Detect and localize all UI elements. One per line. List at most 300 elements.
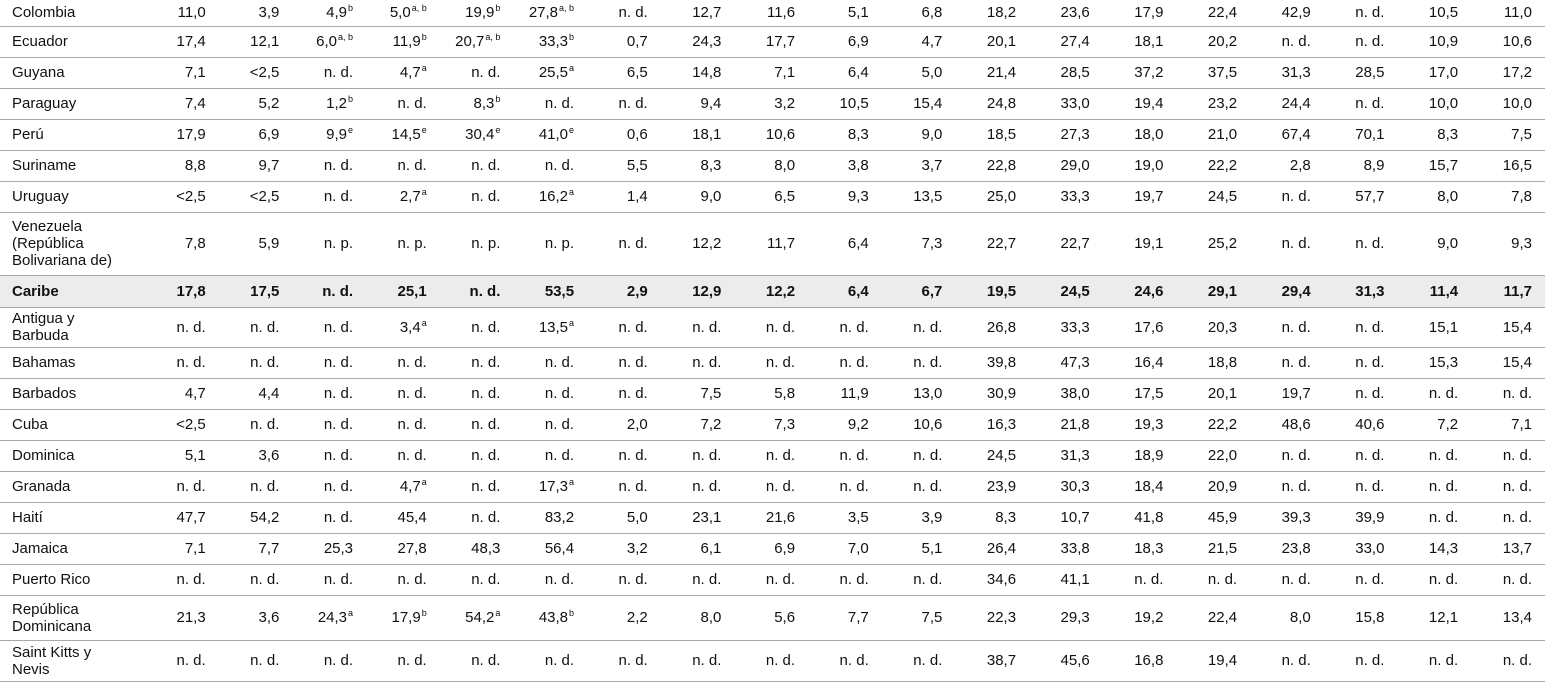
cell-value: n. d. — [1502, 652, 1532, 669]
cell-value: 8,0 — [1289, 609, 1311, 626]
cell-value: n. d. — [1281, 188, 1311, 205]
data-cell — [513, 0, 587, 26]
table-row — [0, 533, 1545, 564]
data-cell — [734, 119, 808, 150]
data-cell — [1176, 150, 1250, 181]
cell-value: <2,5 — [176, 416, 206, 433]
data-cell — [661, 150, 735, 181]
data-cell — [1471, 150, 1545, 181]
data-cell — [1397, 533, 1471, 564]
data-cell — [145, 275, 219, 307]
data-cell — [1397, 26, 1471, 57]
cell-value: 12,2 — [765, 282, 796, 300]
data-cell — [366, 0, 440, 26]
cell-value: n. d. — [1428, 509, 1459, 526]
cell-value: 20,3 — [1207, 318, 1238, 336]
table-row — [0, 57, 1545, 88]
cell-value: 18,5 — [986, 126, 1017, 143]
cell-value: 21,0 — [1207, 126, 1238, 143]
cell-value: 4,7 — [184, 385, 206, 402]
data-cell — [882, 440, 956, 471]
cell-value: n. d. — [397, 447, 427, 464]
cell-value: 5,9 — [258, 235, 280, 252]
data-cell — [587, 150, 661, 181]
data-cell — [1324, 533, 1398, 564]
cell-value: 7,2 — [1437, 416, 1459, 433]
data-cell — [292, 471, 366, 502]
data-cell — [1103, 409, 1177, 440]
cell-value: n. d. — [322, 282, 354, 300]
cell-value: n. d. — [618, 318, 648, 336]
cell-value: n. d. — [1428, 478, 1459, 495]
data-cell — [661, 502, 735, 533]
data-cell — [1103, 533, 1177, 564]
data-cell — [292, 275, 366, 307]
data-cell — [219, 26, 293, 57]
data-cell — [292, 440, 366, 471]
table-row — [0, 347, 1545, 378]
cell-value: n. d. — [323, 354, 354, 371]
data-cell — [587, 275, 661, 307]
data-cell — [1471, 26, 1545, 57]
cell-value: 5,6 — [774, 609, 796, 626]
cell-value: 7,5 — [700, 385, 722, 402]
cell-value: 45,6 — [1060, 652, 1090, 669]
cell-value: 31,3 — [1060, 447, 1090, 464]
table-row — [0, 502, 1545, 533]
footnote-marker: b — [348, 3, 354, 14]
data-cell — [219, 471, 293, 502]
cell-value: 9,7 — [258, 157, 280, 174]
data-cell — [145, 378, 219, 409]
cell-value: 20,1 — [986, 33, 1017, 50]
cell-value: 70,1 — [1355, 126, 1385, 143]
data-cell — [955, 595, 1029, 640]
data-cell — [1029, 347, 1103, 378]
cell-value: 48,3 — [471, 540, 501, 557]
cell-value: 5,0 — [389, 4, 411, 22]
data-cell — [219, 440, 293, 471]
cell-value: 33,3 — [1060, 318, 1090, 336]
cell-value: 13,5 — [538, 318, 569, 336]
data-cell — [1471, 307, 1545, 347]
data-cell — [882, 471, 956, 502]
data-cell — [882, 307, 956, 347]
data-cell — [1324, 595, 1398, 640]
data-cell — [1103, 0, 1177, 26]
country-name: Perú — [0, 119, 145, 150]
data-cell — [1103, 150, 1177, 181]
data-cell — [882, 533, 956, 564]
cell-value: n. d. — [544, 385, 575, 402]
data-cell — [513, 275, 587, 307]
data-cell — [587, 471, 661, 502]
cell-value: n. d. — [692, 571, 722, 588]
footnote-marker: b — [348, 94, 354, 104]
footnote-marker: b — [495, 3, 501, 14]
data-cell — [1029, 26, 1103, 57]
cell-value: 25,1 — [397, 282, 427, 300]
table-row — [0, 640, 1545, 681]
data-cell — [955, 88, 1029, 119]
cell-value: n. d. — [765, 478, 796, 495]
cell-value: 24,6 — [1134, 282, 1164, 300]
cell-value: n. d. — [176, 571, 206, 588]
footnote-marker: a — [495, 608, 501, 618]
cell-value: 19,4 — [1134, 95, 1164, 112]
data-cell — [661, 212, 735, 275]
cell-value: 15,7 — [1428, 157, 1459, 174]
cell-value: 15,4 — [913, 95, 943, 112]
cell-value: 10,6 — [1502, 33, 1532, 50]
data-cell — [734, 440, 808, 471]
data-cell — [1029, 57, 1103, 88]
data-cell — [661, 533, 735, 564]
data-cell — [292, 307, 366, 347]
data-cell — [1176, 471, 1250, 502]
cell-value: 5,8 — [774, 385, 796, 402]
cell-value: n. d. — [471, 188, 501, 205]
data-cell — [292, 119, 366, 150]
data-cell — [1397, 119, 1471, 150]
cell-value: 3,4 — [399, 318, 421, 336]
data-cell — [145, 564, 219, 595]
cell-value: n. d. — [618, 447, 648, 464]
data-cell — [1250, 409, 1324, 440]
data-cell — [1471, 347, 1545, 378]
cell-value: 2,9 — [626, 282, 648, 300]
cell-value: n. d. — [469, 282, 501, 300]
cell-value: 20,7 — [455, 33, 485, 50]
data-cell — [219, 502, 293, 533]
data-cell — [440, 640, 514, 681]
cell-value: 29,4 — [1281, 282, 1311, 300]
data-cell — [1471, 0, 1545, 26]
cell-value: <2,5 — [249, 188, 280, 205]
cell-value: 11,0 — [177, 4, 206, 22]
cell-value: 12,9 — [692, 282, 722, 300]
cell-value: 18,0 — [1134, 126, 1164, 143]
data-cell — [734, 57, 808, 88]
cell-value: n. d. — [1281, 447, 1311, 464]
data-cell — [440, 502, 514, 533]
cell-value: n. d. — [323, 478, 354, 495]
cell-value: 18,1 — [692, 126, 722, 143]
data-cell — [1176, 347, 1250, 378]
cell-value: 47,3 — [1060, 354, 1090, 371]
cell-value: 6,9 — [774, 540, 796, 557]
data-cell — [734, 595, 808, 640]
data-cell — [661, 181, 735, 212]
data-cell — [1250, 150, 1324, 181]
data-cell — [808, 640, 882, 681]
cell-value: 3,7 — [921, 157, 943, 174]
data-cell — [440, 57, 514, 88]
cell-value: 7,1 — [184, 64, 206, 81]
cell-value: 8,0 — [700, 609, 722, 626]
cell-value: 1,4 — [626, 188, 648, 205]
data-cell — [734, 347, 808, 378]
data-cell — [1471, 119, 1545, 150]
data-cell — [440, 88, 514, 119]
cell-value: 9,0 — [921, 126, 943, 143]
table-row — [0, 119, 1545, 150]
data-cell — [440, 0, 514, 26]
data-cell — [808, 471, 882, 502]
country-name: Dominica — [0, 440, 145, 471]
data-cell — [1029, 440, 1103, 471]
data-cell — [1176, 533, 1250, 564]
data-cell — [955, 275, 1029, 307]
data-cell — [1176, 119, 1250, 150]
data-cell — [734, 471, 808, 502]
data-cell — [661, 57, 735, 88]
cell-value: 23,9 — [986, 478, 1017, 495]
data-cell — [1324, 440, 1398, 471]
cell-value: 25,2 — [1207, 235, 1238, 252]
cell-value: 6,0 — [316, 33, 338, 50]
data-cell — [145, 88, 219, 119]
cell-value: 21,4 — [986, 64, 1017, 81]
cell-value: <2,5 — [176, 188, 206, 205]
cell-value: n. d. — [765, 571, 796, 588]
data-cell — [955, 564, 1029, 595]
cell-value: n. d. — [618, 4, 648, 22]
cell-value: 27,8 — [528, 4, 559, 22]
data-cell — [1029, 275, 1103, 307]
data-cell — [1397, 471, 1471, 502]
data-cell — [808, 409, 882, 440]
data-cell — [513, 26, 587, 57]
cell-value: 3,6 — [258, 609, 280, 626]
cell-value: 13,0 — [913, 385, 943, 402]
data-cell — [661, 119, 735, 150]
data-cell — [1471, 181, 1545, 212]
cell-value: 54,2 — [250, 509, 280, 526]
cell-value: n. d. — [618, 95, 648, 112]
data-cell — [292, 212, 366, 275]
cell-value: 10,5 — [839, 95, 869, 112]
cell-value: n. d. — [250, 318, 280, 336]
cell-value: n. d. — [471, 571, 501, 588]
cell-value: n. d. — [1355, 478, 1385, 495]
data-cell — [440, 119, 514, 150]
data-cell — [292, 378, 366, 409]
cell-value: 27,4 — [1060, 33, 1090, 50]
data-cell — [440, 150, 514, 181]
cell-value: 33,8 — [1060, 540, 1090, 557]
data-cell — [219, 409, 293, 440]
cell-value: 14,3 — [1428, 540, 1459, 557]
data-cell — [440, 409, 514, 440]
cell-value: n. d. — [1281, 318, 1311, 336]
cell-value: n. d. — [618, 478, 648, 495]
data-cell — [955, 57, 1029, 88]
data-cell — [1250, 471, 1324, 502]
cell-value: 10,9 — [1428, 33, 1459, 50]
cell-value: 5,1 — [847, 4, 869, 22]
footnote-marker: a, b — [485, 32, 501, 42]
cell-value: 4,7 — [399, 478, 421, 495]
country-name: Puerto Rico — [0, 564, 145, 595]
data-cell — [219, 595, 293, 640]
data-cell — [440, 595, 514, 640]
footnote-marker: b — [421, 32, 427, 42]
data-cell — [808, 502, 882, 533]
data-cell — [366, 150, 440, 181]
data-cell — [1176, 307, 1250, 347]
data-cell — [734, 307, 808, 347]
cell-value: 22,7 — [1060, 235, 1090, 252]
cell-value: n. d. — [323, 447, 354, 464]
data-cell — [219, 564, 293, 595]
country-name: Cuba — [0, 409, 145, 440]
data-cell — [1397, 347, 1471, 378]
data-cell — [661, 26, 735, 57]
cell-value: n. d. — [250, 354, 280, 371]
cell-value: n. d. — [765, 318, 796, 336]
data-cell — [1176, 275, 1250, 307]
data-cell — [1029, 212, 1103, 275]
cell-value: n. d. — [544, 416, 575, 433]
data-cell — [145, 640, 219, 681]
cell-value: 13,7 — [1502, 540, 1532, 557]
data-cell — [145, 471, 219, 502]
cell-value: 24,3 — [317, 609, 348, 626]
cell-value: 26,4 — [986, 540, 1017, 557]
cell-value: 18,9 — [1134, 447, 1164, 464]
data-cell — [808, 440, 882, 471]
cell-value: 38,7 — [986, 652, 1017, 669]
cell-value: n. d. — [913, 571, 943, 588]
cell-value: 3,8 — [847, 157, 869, 174]
cell-value: 0,6 — [626, 126, 648, 143]
cell-value: n. d. — [618, 652, 648, 669]
cell-value: n. d. — [692, 318, 722, 336]
cell-value: 17,9 — [391, 609, 421, 626]
cell-value: n. d. — [471, 447, 501, 464]
cell-value: 11,6 — [766, 4, 796, 22]
data-cell — [1103, 57, 1177, 88]
cell-value: 54,2 — [465, 609, 495, 626]
cell-value: n. d. — [544, 447, 575, 464]
data-cell — [808, 564, 882, 595]
data-cell — [808, 378, 882, 409]
data-cell — [1471, 471, 1545, 502]
cell-value: n. d. — [618, 385, 648, 402]
data-cell — [1103, 307, 1177, 347]
data-cell — [808, 26, 882, 57]
cell-value: 8,0 — [1437, 188, 1459, 205]
data-cell — [1103, 275, 1177, 307]
cell-value: 9,3 — [1511, 235, 1532, 252]
cell-value: 11,7 — [1503, 282, 1532, 300]
cell-value: 21,8 — [1060, 416, 1090, 433]
data-cell — [661, 347, 735, 378]
data-cell — [1103, 502, 1177, 533]
data-cell — [1397, 409, 1471, 440]
cell-value: 7,0 — [847, 540, 869, 557]
cell-value: 22,4 — [1207, 4, 1238, 22]
cell-value: n. d. — [618, 571, 648, 588]
data-cell — [1324, 57, 1398, 88]
cell-value: 21,3 — [176, 609, 206, 626]
cell-value: n. d. — [1281, 571, 1311, 588]
data-cell — [661, 409, 735, 440]
cell-value: n. d. — [471, 157, 501, 174]
data-cell — [661, 440, 735, 471]
cell-value: 2,2 — [626, 609, 648, 626]
cell-value: 33,3 — [538, 33, 569, 50]
cell-value: 25,0 — [986, 188, 1017, 205]
cell-value: 5,0 — [921, 64, 943, 81]
cell-value: n. d. — [323, 509, 354, 526]
data-cell — [366, 409, 440, 440]
table-row — [0, 275, 1545, 307]
table-row — [0, 212, 1545, 275]
cell-value: 53,5 — [544, 282, 575, 300]
data-cell — [1029, 502, 1103, 533]
cell-value: n. d. — [176, 478, 206, 495]
cell-value: n. d. — [323, 188, 354, 205]
cell-value: 14,5 — [391, 126, 421, 143]
data-cell — [1250, 533, 1324, 564]
data-cell — [734, 181, 808, 212]
data-cell — [366, 212, 440, 275]
data-cell — [219, 307, 293, 347]
cell-value: 3,2 — [774, 95, 796, 112]
data-cell — [734, 533, 808, 564]
cell-value: n. d. — [1355, 235, 1385, 252]
data-cell — [145, 440, 219, 471]
cell-value: n. d. — [1355, 95, 1385, 112]
data-cell — [1103, 471, 1177, 502]
table-row — [0, 0, 1545, 26]
cell-value: 23,1 — [692, 509, 722, 526]
data-cell — [219, 150, 293, 181]
data-cell — [145, 502, 219, 533]
data-cell — [513, 640, 587, 681]
data-cell — [1250, 26, 1324, 57]
cell-value: n. d. — [471, 509, 501, 526]
data-cell — [1103, 212, 1177, 275]
data-cell — [366, 57, 440, 88]
data-cell — [1250, 57, 1324, 88]
cell-value: 41,0 — [538, 126, 569, 143]
data-cell — [1103, 440, 1177, 471]
cell-value: n. d. — [323, 157, 354, 174]
cell-value: 6,9 — [847, 33, 869, 50]
data-cell — [587, 347, 661, 378]
cell-value: 14,8 — [692, 64, 722, 81]
cell-value: 47,7 — [176, 509, 206, 526]
data-cell — [1397, 640, 1471, 681]
cell-value: n. d. — [544, 652, 575, 669]
data-cell — [808, 88, 882, 119]
footnote-marker: a — [421, 317, 427, 328]
data-cell — [1029, 150, 1103, 181]
cell-value: n. d. — [1281, 235, 1311, 252]
data-cell — [587, 595, 661, 640]
data-cell — [513, 378, 587, 409]
cell-value: 3,6 — [258, 447, 280, 464]
cell-value: n. d. — [397, 571, 427, 588]
data-cell — [440, 307, 514, 347]
data-cell — [808, 212, 882, 275]
data-cell — [587, 533, 661, 564]
country-name: Antigua y Barbuda — [0, 307, 145, 347]
cell-value: 6,5 — [774, 188, 796, 205]
